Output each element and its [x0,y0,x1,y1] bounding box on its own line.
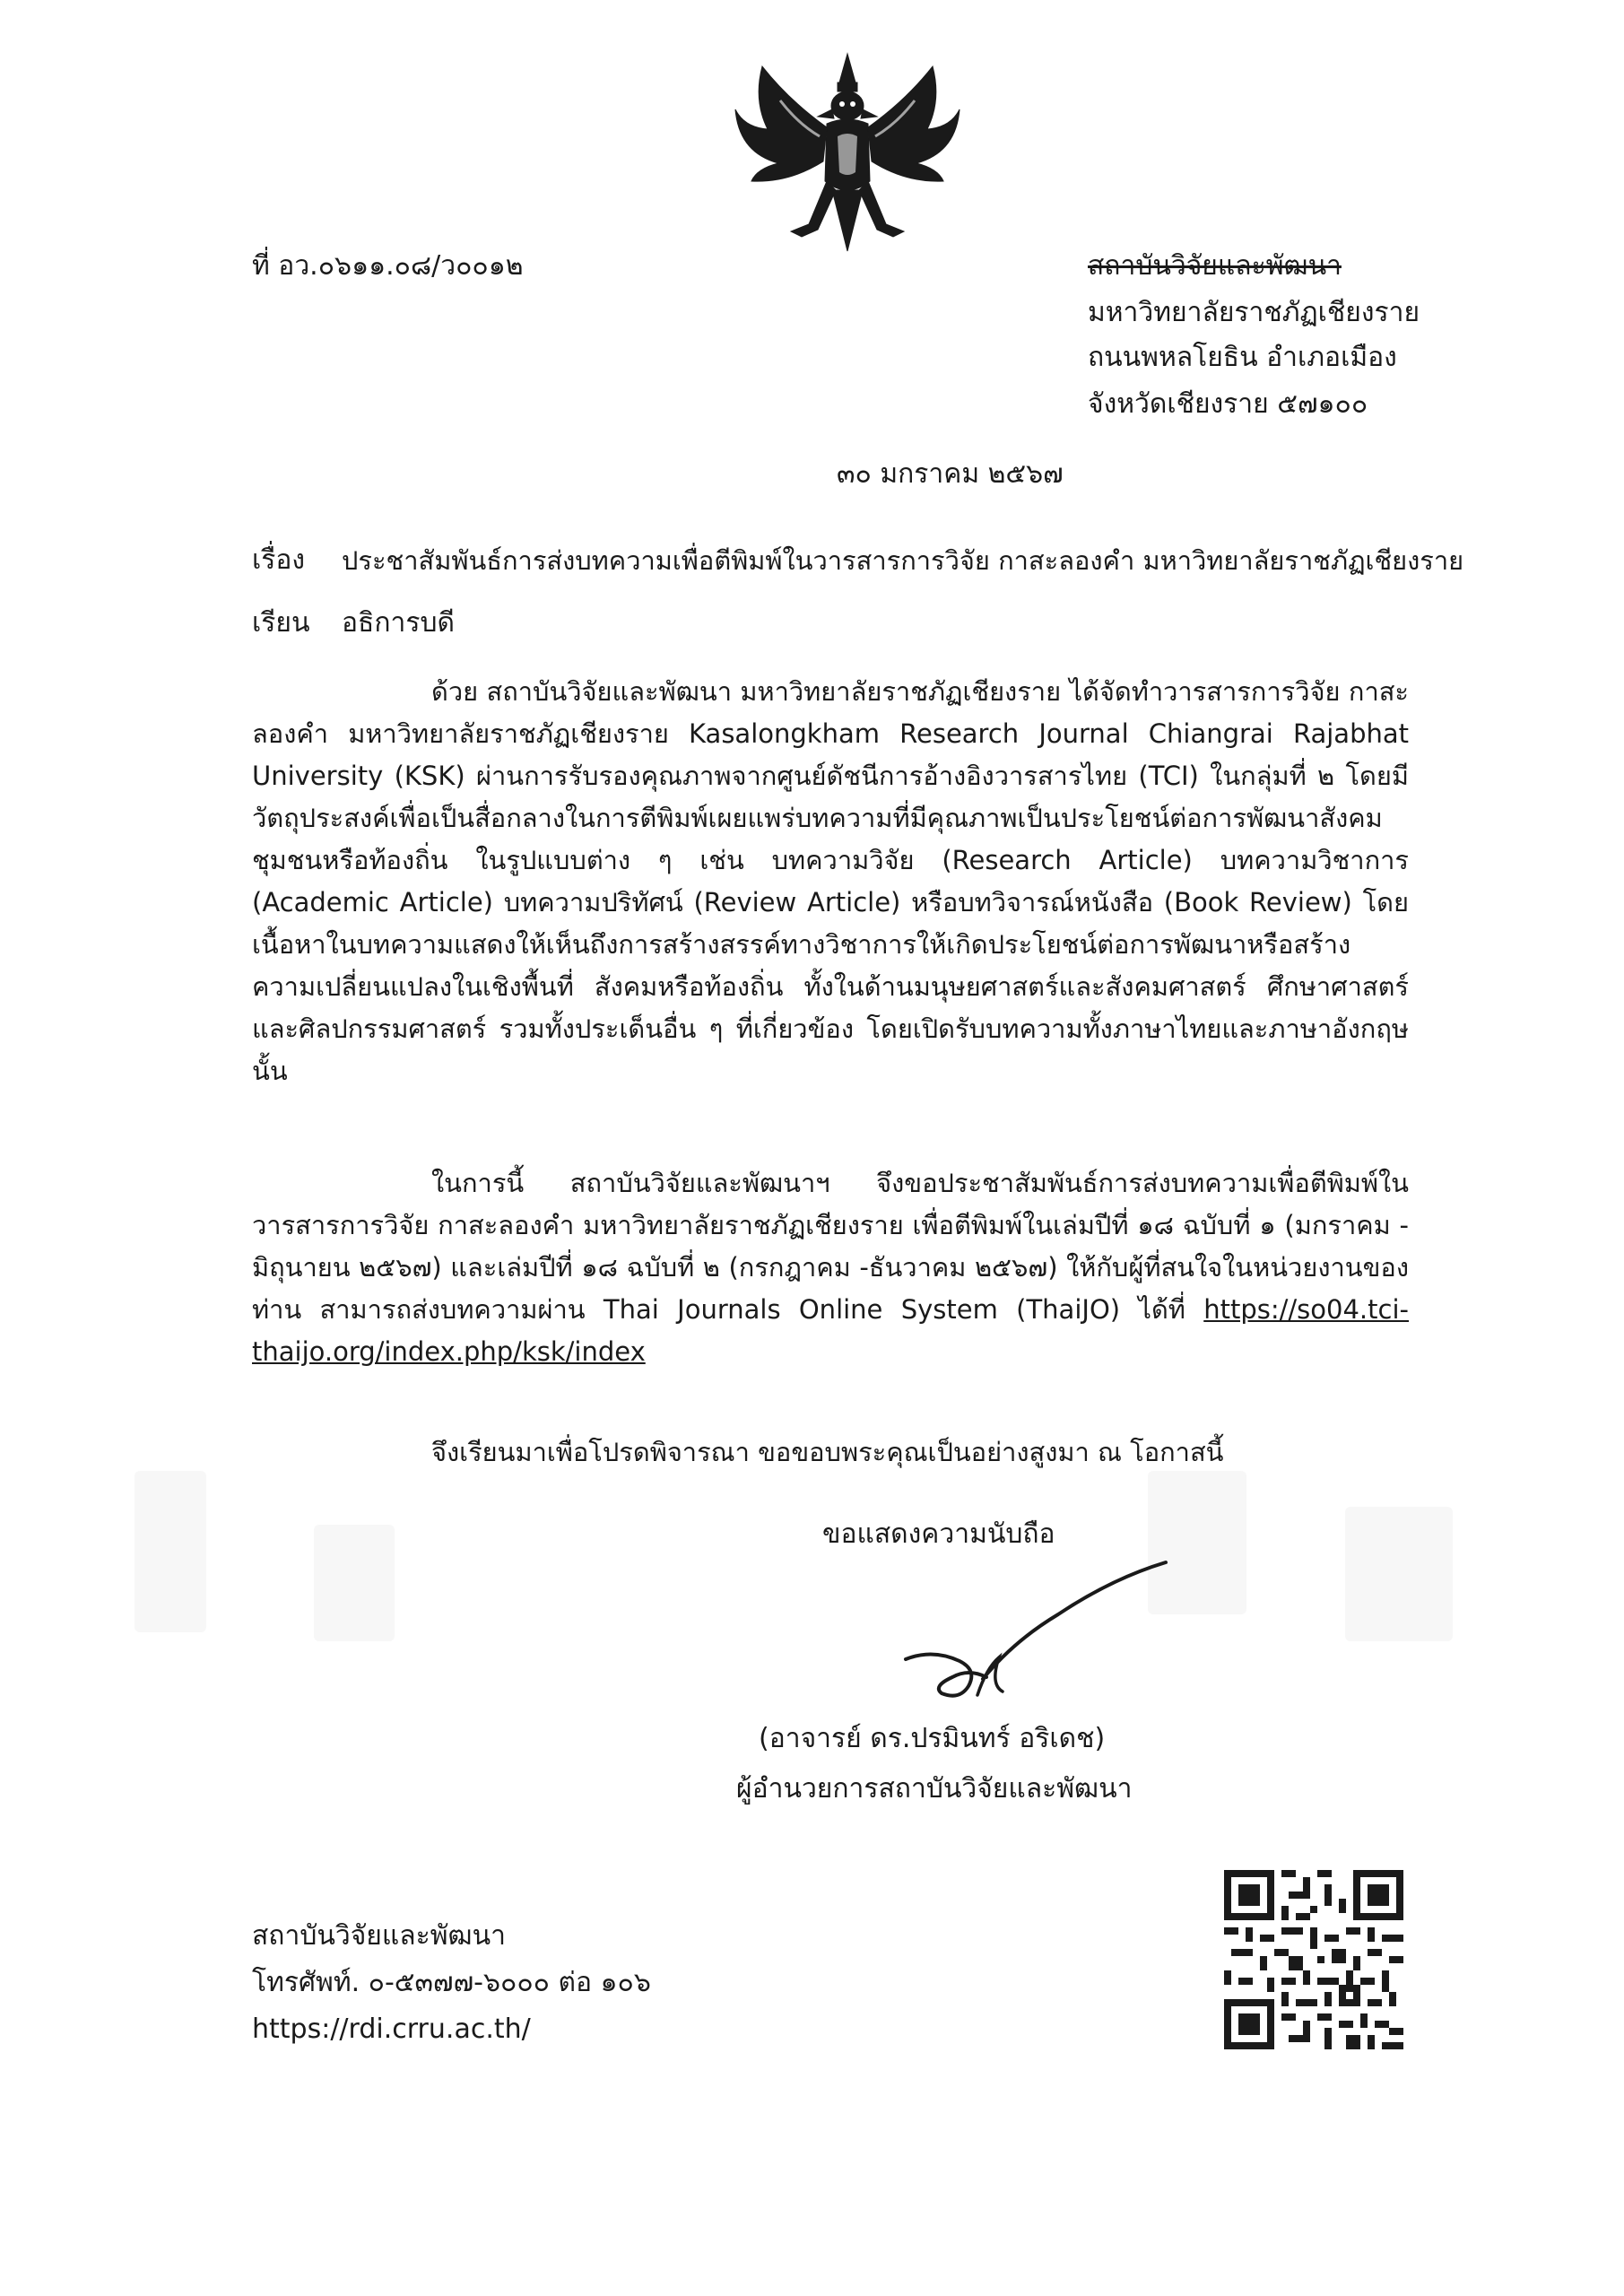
body-paragraph-2-text: ในการนี้ สถาบันวิจัยและพัฒนาฯ จึงขอประชาสัมพันธ์การส่งบทความเพื่อตีพิมพ์ในวารสารการวิจัย กาสะลองคำ มหาวิทยาลัยราชภัฏเชียงราย เพื่อตีพิมพ์ในเล่มปีที่ ๑๘ ฉบับที่ ๑ (มกราคม - มิถุนายน ๒๕๖๗) และเล่มปีที่ ๑๘ ฉบับที่ ๒ (กรกฎาคม -ธันวาคม ๒๕๖๗) ให้กับผู้ที่สนใจในหน่วยงานของท่าน สามารถส่งบทความผ่าน Thai Journals Online System (ThaiJO) ได้ที่ [252,1168,1409,1325]
subject-text: ประชาสัมพันธ์การส่งบทความเพื่อตีพิมพ์ในวารสารการวิจัย กาสะลองคำ มหาวิทยาลัยราชภัฏเชียงราย [342,545,1464,576]
to-recipient: อธิการบดี [342,607,455,639]
handwritten-signature [897,1543,1193,1713]
body-paragraph-1 [252,671,1409,1092]
signer-title: ผู้อำนวยการสถาบันวิจัยและพัฒนา [736,1773,1133,1805]
garuda-emblem-icon [726,47,968,255]
document-number: ที่ อว.๐๖๑๑.๐๘/ว๐๐๑๒ [252,250,524,282]
footer-website[interactable]: https://rdi.crru.ac.th/ [252,2013,531,2045]
sender-university: มหาวิทยาลัยราชภัฏเชียงราย [1088,297,1420,328]
subject-label: เรื่อง [252,544,306,576]
scan-smudge [1345,1507,1453,1641]
signer-name: (อาจารย์ ดร.ปรมินทร์ อริเดช) [759,1723,1106,1754]
footer-org: สถาบันวิจัยและพัฒนา [252,1920,506,1952]
body-paragraph-1-text: ด้วย สถาบันวิจัยและพัฒนา มหาวิทยาลัยราชภัฏเชียงราย ได้จัดทำวารสารการวิจัย กาสะลองคำ มหาวิทยาลัยราชภัฏเชียงราย Kasalongkham Research Journal Chiangrai Rajabhat University (KSK) ผ่านการรับรองคุณภาพจากศูนย์ดัชนีการอ้างอิงวารสารไทย (TCI) ในกลุ่มที่ ๒ โดยมีวัตถุประสงค์เพื่อเป็นสื่อกลางในการตีพิมพ์เผยแพร่บทความที่มีคุณภาพเป็นประโยชน์ต่อการพัฒนาสังคม ชุมชนหรือท้องถิ่น ในรูปแบบต่าง ๆ เช่น บทความวิจัย (Research Article) บทความวิชาการ (Academic Article) บทความปริทัศน์ (Review Article) หรือบทวิจารณ์หนังสือ (Book Review) โดยเนื้อหาในบทความแสดงให้เห็นถึงการสร้างสรรค์ทางวิชาการให้เกิดประโยชน์ต่อการพัฒนาหรือสร้างความเปลี่ยนแปลงในเชิงพื้นที่ สังคมหรือท้องถิ่น ทั้งในด้านมนุษยศาสตร์และสังคมศาสตร์ ศึกษาศาสตร์ และศิลปกรรมศาสตร์ รวมทั้งประเด็นอื่น ๆ ที่เกี่ยวข้อง โดยเปิดรับบทความทั้งภาษาไทยและภาษาอังกฤษ นั้น [252,676,1409,1086]
qr-code-icon[interactable] [1224,1870,1403,2049]
letter-date: ๓๐ มกราคม ๒๕๖๗ [837,458,1064,490]
sender-road: ถนนพหลโยธิน อำเภอเมือง [1088,342,1397,373]
footer-phone: โทรศัพท์. ๐-๕๓๗๗-๖๐๐๐ ต่อ ๑๐๖ [252,1967,651,1998]
body-paragraph-2 [252,1162,1409,1373]
scan-smudge [135,1471,206,1632]
journal-link[interactable]: https://so04.tci-thaijo.org/index.php/ksk/index [252,1294,1409,1367]
sender-org: สถาบันวิจัยและพัฒนา [1088,250,1342,282]
signoff: ขอแสดงความนับถือ [822,1518,1055,1550]
closing-sentence: จึงเรียนมาเพื่อโปรดพิจารณา ขอขอบพระคุณเป็นอย่างสูงมา ณ โอกาสนี้ [431,1437,1224,1467]
scan-smudge [314,1525,395,1641]
to-label: เรียน [252,607,310,639]
sender-province: จังหวัดเชียงราย ๕๗๑๐๐ [1088,388,1368,420]
